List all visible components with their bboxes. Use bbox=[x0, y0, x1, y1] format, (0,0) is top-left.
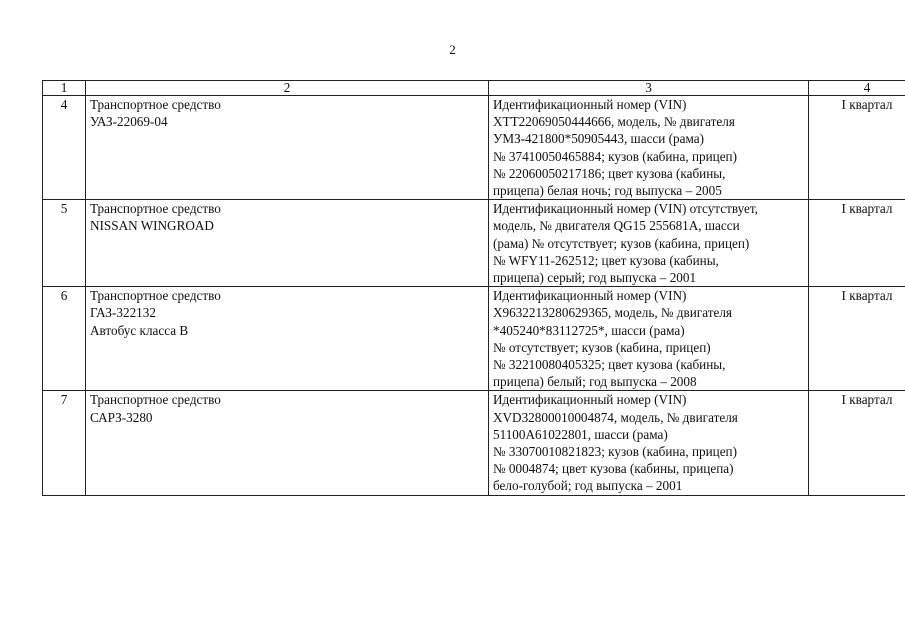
vehicle-name-line: Транспортное средство bbox=[90, 288, 221, 304]
vehicle-description-line: прицепа) серый; год выпуска – 2001 bbox=[493, 270, 697, 286]
vehicle-description-line: УМЗ-421800*50905443, шасси (рама) bbox=[493, 131, 704, 147]
vehicle-description-line: XVD32800010004874, модель, № двигателя bbox=[493, 409, 738, 425]
vehicle-description-line: бело-голубой; год выпуска – 2001 bbox=[493, 478, 683, 494]
vehicle-description-line: *405240*83112725*, шасси (рама) bbox=[493, 322, 685, 338]
vehicle-description-line: Идентификационный номер (VIN) bbox=[493, 97, 687, 112]
row-number: 5 bbox=[43, 200, 86, 287]
vehicle-description-line: Идентификационный номер (VIN) bbox=[493, 288, 687, 304]
table-row bbox=[43, 287, 905, 391]
vehicle-name-line: ГАЗ-322132 bbox=[90, 305, 156, 321]
vehicle-description-line: № 37410050465884; кузов (кабина, прицеп) bbox=[493, 148, 738, 164]
column-header: 4 bbox=[809, 81, 905, 96]
row-number: 7 bbox=[43, 391, 86, 495]
vehicle-description-line: Идентификационный номер (VIN) отсутствует, bbox=[493, 201, 758, 217]
row-number: 4 bbox=[43, 96, 86, 200]
vehicle-name-cell bbox=[86, 391, 489, 495]
vehicle-name-line: Транспортное средство bbox=[90, 97, 221, 112]
column-header: 3 bbox=[489, 81, 809, 96]
vehicle-description-cell bbox=[489, 200, 809, 287]
vehicle-description-line: № 22060050217186; цвет кузова (кабины, bbox=[493, 165, 726, 181]
table-row bbox=[43, 391, 905, 495]
row-number: 6 bbox=[43, 287, 86, 391]
vehicle-description-line: (рама) № отсутствует; кузов (кабина, прицеп) bbox=[493, 235, 750, 251]
vehicle-description-line: модель, № двигателя QG15 255681A, шасси bbox=[493, 218, 740, 234]
period-cell: I квартал bbox=[809, 287, 905, 391]
vehicle-name-line: Транспортное средство bbox=[90, 201, 221, 217]
vehicle-name-line: САРЗ-3280 bbox=[90, 409, 153, 425]
table-header-row bbox=[43, 81, 905, 96]
vehicle-description-line: прицепа) белый; год выпуска – 2008 bbox=[493, 374, 697, 390]
vehicle-name-line: NISSAN WINGROAD bbox=[90, 218, 214, 234]
period-cell: I квартал bbox=[809, 96, 905, 200]
vehicle-description-cell bbox=[489, 287, 809, 391]
vehicle-name-line: УАЗ-22069-04 bbox=[90, 114, 168, 130]
vehicle-description-line: X9632213280629365, модель, № двигателя bbox=[493, 305, 732, 321]
vehicle-description-cell bbox=[489, 391, 809, 495]
vehicle-description-line: прицепа) белая ночь; год выпуска – 2005 bbox=[493, 183, 722, 199]
vehicle-table bbox=[42, 80, 905, 496]
vehicle-name-cell bbox=[86, 287, 489, 391]
vehicle-description-line: № WFY11-262512; цвет кузова (кабины, bbox=[493, 252, 719, 268]
table-row bbox=[43, 200, 905, 287]
vehicle-description-line: Идентификационный номер (VIN) bbox=[493, 392, 687, 408]
column-header: 2 bbox=[86, 81, 489, 96]
vehicle-description-line: № 0004874; цвет кузова (кабины, прицепа) bbox=[493, 461, 734, 477]
period-cell: I квартал bbox=[809, 200, 905, 287]
table-row bbox=[43, 96, 905, 200]
vehicle-name-line: Автобус класса В bbox=[90, 322, 189, 338]
column-header: 1 bbox=[43, 81, 86, 96]
vehicle-name-cell bbox=[86, 96, 489, 200]
vehicle-description-line: № отсутствует; кузов (кабина, прицеп) bbox=[493, 339, 711, 355]
page-number: 2 bbox=[449, 42, 456, 57]
vehicle-description-cell bbox=[489, 96, 809, 200]
vehicle-name-cell bbox=[86, 200, 489, 287]
vehicle-description-line: ХТТ22069050444666, модель, № двигателя bbox=[493, 114, 735, 130]
period-cell: I квартал bbox=[809, 391, 905, 495]
vehicle-description-line: № 33070010821823; кузов (кабина, прицеп) bbox=[493, 444, 738, 460]
vehicle-name-line: Транспортное средство bbox=[90, 392, 221, 408]
vehicle-description-line: № 32210080405325; цвет кузова (кабины, bbox=[493, 357, 726, 373]
vehicle-description-line: 51100А61022801, шасси (рама) bbox=[493, 426, 668, 442]
